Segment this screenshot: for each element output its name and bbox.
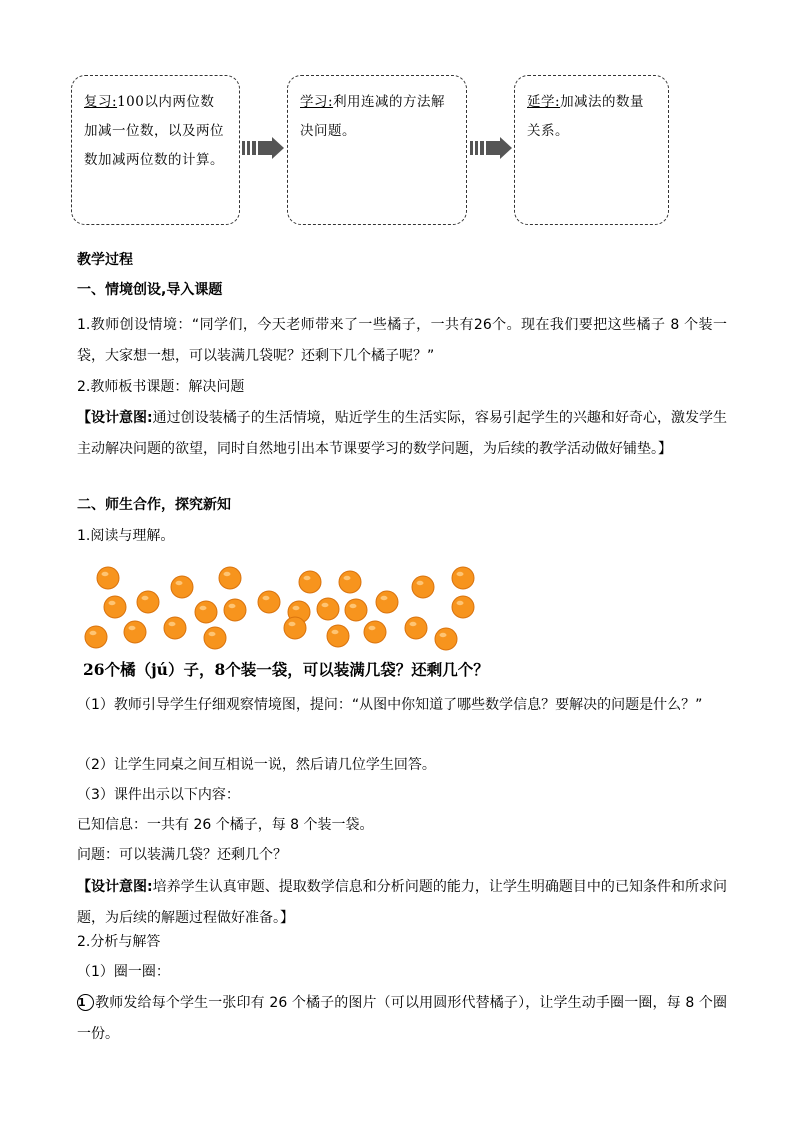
orange-icon xyxy=(376,591,398,613)
orange-icon xyxy=(164,617,186,639)
flow-text-extend: 加减法的数量关系。 xyxy=(527,94,645,139)
orange-icon xyxy=(137,591,159,613)
arrow-right-icon xyxy=(470,137,514,159)
part2-sub-heading-1: 1.阅读与理解。 xyxy=(77,528,175,544)
circle-activity-text: 教师发给每个学生一张印有 26 个橘子的图片（可以用圆形代替橘子），让学生动手圈一圈，每 8 个圈一份。 xyxy=(77,995,727,1042)
flow-label-review: 复习: xyxy=(84,94,118,110)
orange-icon xyxy=(97,567,119,589)
question-2: （2）让学生同桌之间互相说一说，然后请几位学生回答。 xyxy=(77,757,436,773)
orange-icon xyxy=(85,626,107,648)
orange-icon xyxy=(171,576,193,598)
question-1: （1）教师引导学生仔细观察情境图，提问：“从图中你知道了哪些数学信息？要解决的问题是什么？” xyxy=(77,697,703,713)
part2-design-intent xyxy=(77,872,727,934)
problem-question: 问题：可以装满几袋？还剩几个？ xyxy=(77,847,287,863)
oranges-illustration xyxy=(80,562,490,654)
flow-label-extend: 延学: xyxy=(527,94,561,110)
orange-icon xyxy=(258,591,280,613)
circle-activity-step-1 xyxy=(77,988,727,1050)
orange-icon xyxy=(452,567,474,589)
orange-icon xyxy=(345,599,367,621)
orange-icon xyxy=(124,621,146,643)
arrow-right-icon xyxy=(242,137,286,159)
flow-box-review xyxy=(71,75,240,225)
flow-text-learn: 利用连减的方法解决问题。 xyxy=(300,94,446,139)
orange-icon xyxy=(405,617,427,639)
design-intent-label: 【设计意图: xyxy=(77,879,153,895)
orange-icon xyxy=(412,576,434,598)
orange-icon xyxy=(104,596,126,618)
orange-icon xyxy=(327,625,349,647)
flow-box-learn xyxy=(287,75,467,225)
part2-heading: 二、师生合作，探究新知 xyxy=(77,497,231,513)
orange-icon xyxy=(435,628,457,650)
orange-icon xyxy=(284,617,306,639)
orange-icon xyxy=(299,571,321,593)
part1-design-intent xyxy=(77,403,727,465)
design-intent-text: 通过创设装橘子的生活情境，贴近学生的生活实际，容易引起学生的兴趣和好奇心，激发学生主动解决问题的欲望，同时自然地引出本节课要学习的数学问题，为后续的教学活动做好铺垫。】 xyxy=(77,410,728,457)
orange-icon xyxy=(339,571,361,593)
part1-heading: 一、情境创设,导入课题 xyxy=(77,282,223,298)
orange-icon xyxy=(224,599,246,621)
orange-icon xyxy=(452,596,474,618)
known-info: 已知信息：一共有 26 个橘子，每 8 个装一袋。 xyxy=(77,817,374,833)
flow-text-review: 100以内两位数加减一位数，以及两位数加减两位数的计算。 xyxy=(84,94,224,168)
orange-icon xyxy=(204,627,226,649)
orange-icon xyxy=(219,567,241,589)
circled-number: 1 xyxy=(77,994,94,1011)
orange-icon xyxy=(317,598,339,620)
flow-label-learn: 学习: xyxy=(300,94,334,110)
oranges-caption: 26个橘（jú）子，8个装一袋，可以装满几袋？还剩几个？ xyxy=(83,660,489,679)
circle-activity-title: （1）圈一圈： xyxy=(77,964,170,980)
design-intent-label: 【设计意图: xyxy=(77,410,153,426)
design-intent-text: 培养学生认真审题、提取数学信息和分析问题的能力，让学生明确题目中的已知条件和所求问题，为后续的解题过程做好准备。】 xyxy=(77,879,728,926)
part1-paragraph-2: 2.教师板书课题：解决问题 xyxy=(77,379,245,395)
flow-box-extend xyxy=(514,75,669,225)
section-title: 教学过程 xyxy=(77,252,133,268)
question-3: （3）课件出示以下内容： xyxy=(77,787,240,803)
part1-paragraph-1: 1.教师创设情境：“同学们，今天老师带来了一些橘子，一共有26个。现在我们要把这些橘子 8 个装一袋，大家想一想，可以装满几袋呢？还剩下几个橘子呢？” xyxy=(77,317,727,364)
orange-icon xyxy=(364,621,386,643)
part2-sub-heading-2: 2.分析与解答 xyxy=(77,934,161,950)
orange-icon xyxy=(195,601,217,623)
